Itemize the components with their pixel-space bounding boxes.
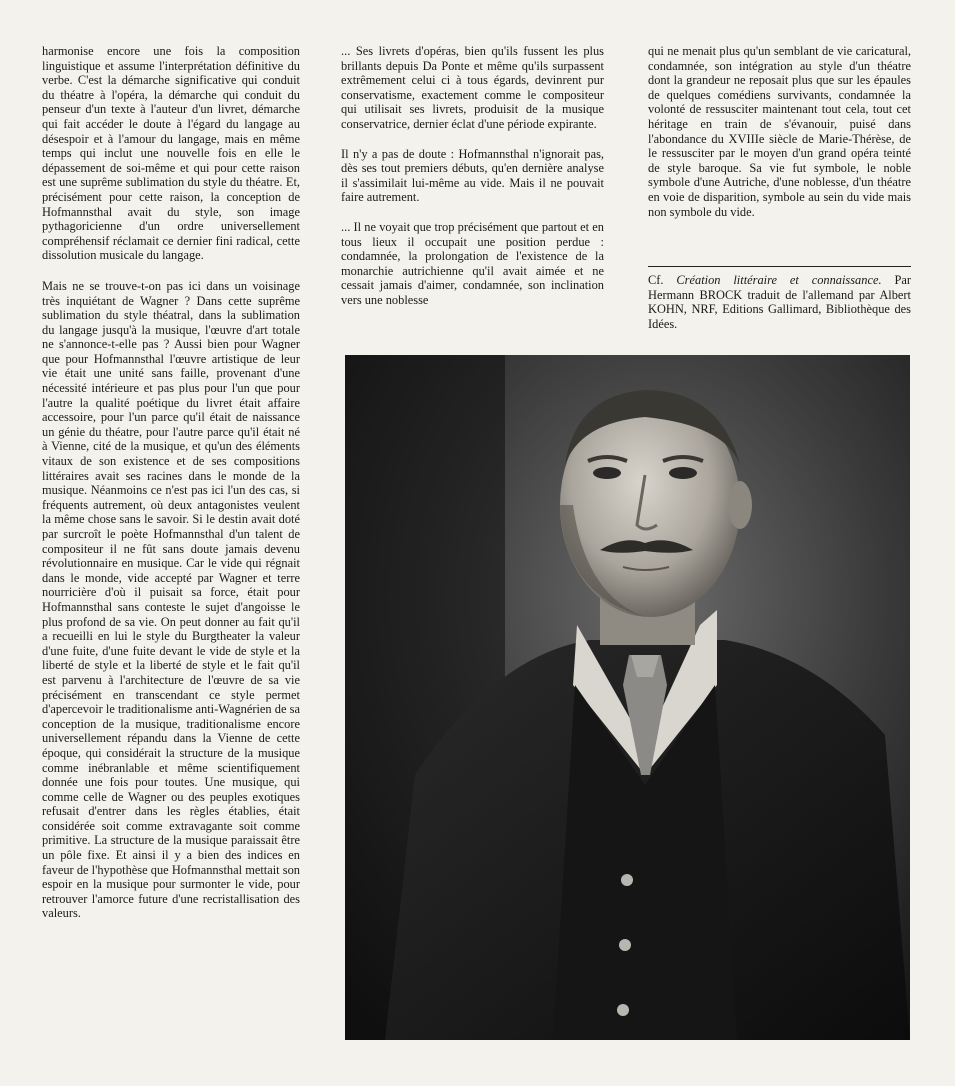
portrait-photograph — [345, 355, 910, 1040]
paragraph: ... Il ne voyait que trop précisément que partout et en tous lieux il occupait une position perdue : condamnée, la prolongation de l'existence de la monarchie autrichienne qu'il avait aimée et ne cessait jamais d'aimer, condamnée, son inclination vers une noblesse — [341, 219, 604, 307]
text-column-1 — [42, 44, 300, 921]
paragraph: qui ne menait plus qu'un semblant de vie caricatural, condamnée, son intégration au style d'un théatre dont la grandeur ne reposait plus que sur les épaules de quelques comédiens survivants, condamnée la volonté de ressusciter maintenant tout cela, tout cet héritage en train de s'évanouir, puisé dans l'abondance du XVIIIe siècle de Marie-Thérèse, de le ressusciter par le moyen d'un grand opéra teinté de style baroque. Sa vie fut symbole, le noble symbole d'une Autriche, d'une noblesse, d'un théatre en voie de disparition, symbole au sein du vide mais non symbole du vide. — [648, 44, 911, 219]
source-credit — [648, 273, 911, 331]
divider-rule — [648, 266, 911, 267]
credit-title: Création littéraire et connaissance. — [676, 273, 882, 287]
text-column-2 — [341, 44, 604, 308]
credit-prefix: Cf. — [648, 273, 664, 287]
credit-text: Par Hermann BROCK traduit de l'allemand par Albert KOHN, NRF, Editions Gallimard, Bibliothèque des Idées. — [648, 273, 911, 331]
portrait-image — [345, 355, 910, 1040]
paragraph: Il n'y a pas de doute : Hofmannsthal n'ignorait pas, dès ses tout premiers débuts, qu'en dernière analyse il s'assimilait lui-même au vide. Mais il ne pouvait faire autrement. — [341, 146, 604, 205]
paragraph: ... Ses livrets d'opéras, bien qu'ils fussent les plus brillants depuis Da Ponte et même qu'ils surpassent extrêmement celui ci à tous égards, devinrent pur conservatisme, exactement comme le compositeur qui utilisait ses livrets, produisit de la musique conservatrice, dernier éclat d'une période expirante. — [341, 44, 604, 131]
text-column-3 — [648, 44, 911, 219]
paragraph: harmonise encore une fois la composition linguistique et assume l'interprétation définitive du verbe. C'est la démarche significative qui conduit du théatre à l'opéra, la démarche qui conduit du penseur d'un texte à l'auteur d'un livret, démarche qui fait accéder le doute à l'égard du langage au désespoir et à l'amour du langage, mais en même temps qui inclut une nouvelle fois en elle le dépassement de soi-même et qui pour cette raison est une suprême sublimation du style du théatre. Et, précisément pour cette raison, la conception de Hofmannsthal avait du style, son image pythagoricienne d'un ordre universellement compréhensif réclamait ce dernier fini radical, cette dissolution musicale du langage. — [42, 44, 300, 263]
paragraph: Mais ne se trouve-t-on pas ici dans un voisinage très inquiétant de Wagner ? Dans cette suprême sublimation du style théatral, dans la sublimation du langage jusqu'à la musique, l'œuvre d'art totale ne s'annonce-t-elle pas ? Aussi bien pour Wagner que pour Hofmannsthal l'œuvre artistique de leur vie était une unité sans faille, provenant d'une nécessité intérieure et pas plus pour l'un que pour l'autre la qualité poétique du livret était affaire accessoire, pour l'un parce qu'il était de naissance un génie du théatre, pour l'autre parce qu'il était né à Vienne, cité de la musique, et qu'un des éléments vitaux de son existence et de ses compositions littéraires avait ses racines dans le monde de la musique. Néanmoins ce n'est pas ici l'un des cas, si fréquents autrement, où deux antagonistes veulent la même chose sans le savoir. Si le destin avait doté par surcroît le poète Hofmannsthal d'un talent de compositeur il ne fût sans doute jamais devenu révolutionnaire en musique. Car le vide qui régnait dans le monde, vide accepté par Wagner et terre nourricière d'où il puisait sa force, était pour Hofmannsthal sans conteste le sujet d'angoisse le plus profond de sa vie. On peut donner au fait qu'il a recueilli en lui le style du Burgtheater la valeur d'une fuite, d'une fuite devant le vide de style et la liberté de style et la liberté de style et le fait qu'il est parvenu à l'architecture de l'œuvre de sa vie précisément en transcendant ce style permet d'apercevoir le traditionalisme anti-Wagnérien de sa conception de la musique, traditionalisme encore universellement répandu dans la Vienne de cette époque, qui considérait la structure de la musique comme inébranlable et même scientifiquement donnée une fois pour toutes. Une musique, qui comme celle de Wagner ou des peuples exotiques refusait d'entrer dans les règles établies, était considérée soit comme extravagante soit comme primitive. La structure de la musique paraissait être un pôle fixe. Et ainsi il y a bien des indices en faveur de l'hypothèse que Hofmannsthal mettait son espoir en la musique pour surmonter le vide, pour retrouver l'amorce future d'une recristallisation des valeurs. — [42, 278, 300, 921]
